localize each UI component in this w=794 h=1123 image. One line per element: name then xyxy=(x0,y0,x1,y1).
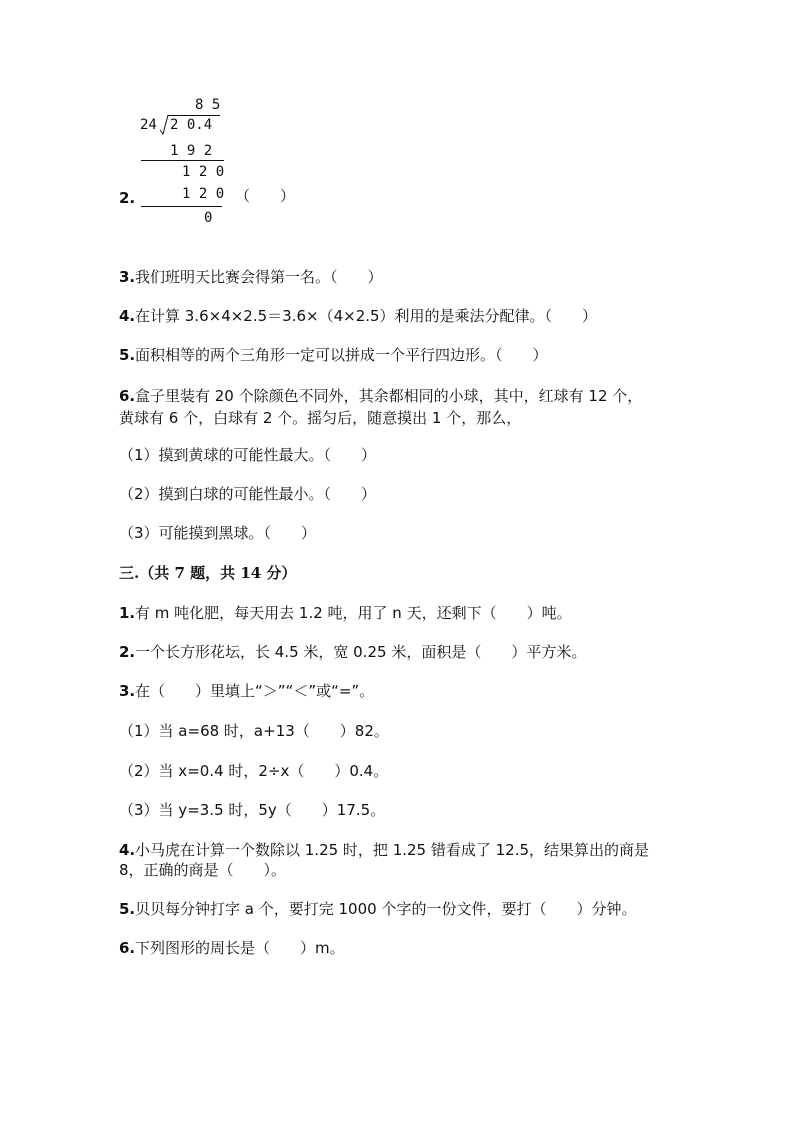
s3-q1-text: 有 m 吨化肥，每天用去 1.2 吨，用了 n 天，还剩下（ ）吨。 xyxy=(135,604,572,622)
step-subtract-2: 1 2 0 xyxy=(182,186,225,202)
s3-q3-sub-3: （3）当 y=3.5 时，5y（ ）17.5。 xyxy=(119,801,386,819)
q6-number: 6. xyxy=(119,387,136,405)
q2-number: 2. xyxy=(119,189,136,207)
s3-q6-number: 6. xyxy=(119,939,136,957)
s3-q4-text-line1: 小马虎在计算一个数除以 1.25 时，把 1.25 错看成了 12.5，结果算出的商是 xyxy=(135,841,650,859)
q3-number: 3. xyxy=(119,268,136,286)
s3-q2-number: 2. xyxy=(119,643,136,661)
q6-text-line1: 盒子里装有 20 个除颜色不同外，其余都相同的小球，其中，红球有 12 个， xyxy=(135,387,643,405)
step-line-2 xyxy=(141,206,222,207)
s3-q3-number: 3. xyxy=(119,682,136,700)
q4-number: 4. xyxy=(119,307,136,325)
q3-text: 我们班明天比赛会得第一名。（ ） xyxy=(135,268,383,286)
s3-q3-text: 在（ ）里填上“＞”“＜”或“=”。 xyxy=(135,682,375,700)
q6-sub-3: （3）可能摸到黑球。（ ） xyxy=(119,524,317,542)
divisor: 24 xyxy=(140,117,157,133)
final-remainder: 0 xyxy=(204,210,213,226)
step-subtract-1: 1 9 2 xyxy=(170,143,213,159)
q4-text: 在计算 3.6×4×2.5＝3.6×（4×2.5）利用的是乘法分配律。（ ） xyxy=(135,307,598,325)
section3-header: 三.（共 7 题，共 14 分） xyxy=(119,564,297,582)
s3-q5-number: 5. xyxy=(119,900,136,918)
q2-answer-blank: （ ） xyxy=(235,187,296,205)
q6-sub-2: （2）摸到白球的可能性最小。（ ） xyxy=(119,485,377,503)
dividend: 2 0.4 xyxy=(170,117,213,133)
s3-q5-text: 贝贝每分钟打字 a 个，要打完 1000 个字的一份文件，要打（ ）分钟。 xyxy=(135,900,637,918)
s3-q3-sub-1: （1）当 a=68 时，a+13（ ）82。 xyxy=(119,722,389,740)
q5-number: 5. xyxy=(119,346,136,364)
s3-q4-number: 4. xyxy=(119,841,136,859)
q5-text: 面积相等的两个三角形一定可以拼成一个平行四边形。（ ） xyxy=(135,346,548,364)
q6-sub-1: （1）摸到黄球的可能性最大。（ ） xyxy=(119,446,377,464)
quotient: 8 5 xyxy=(195,97,221,113)
step-line-1 xyxy=(141,160,224,161)
step-remainder-1: 1 2 0 xyxy=(182,164,225,180)
division-bracket-icon xyxy=(158,114,170,136)
s3-q6-text: 下列图形的周长是（ ）m。 xyxy=(135,939,345,957)
s3-q1-number: 1. xyxy=(119,604,136,622)
s3-q2-text: 一个长方形花坛，长 4.5 米，宽 0.25 米，面积是（ ）平方米。 xyxy=(135,643,587,661)
s3-q3-sub-2: （2）当 x=0.4 时，2÷x（ ）0.4。 xyxy=(119,762,389,780)
q6-text-line2: 黄球有 6 个，白球有 2 个。摇匀后，随意摸出 1 个，那么， xyxy=(119,409,522,427)
s3-q4-text-line2: 8，正确的商是（ ）。 xyxy=(119,861,287,879)
